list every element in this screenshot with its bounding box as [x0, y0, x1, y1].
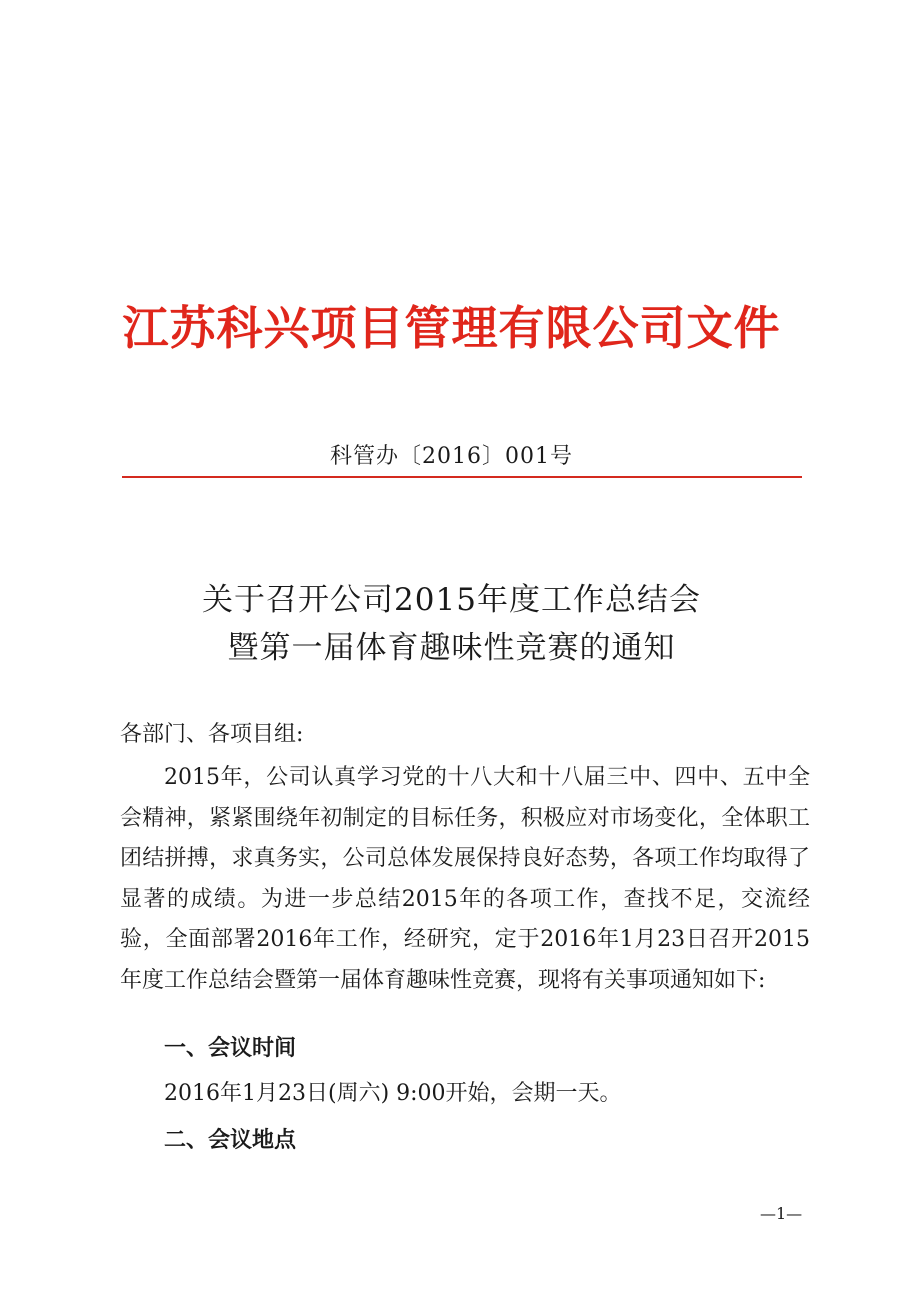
notice-title-line-2: 暨第一届体育趣味性竞赛的通知 [227, 630, 676, 666]
page-number: —1— [760, 1204, 803, 1223]
notice-title-line-1: 关于召开公司2015年度工作总结会 [202, 582, 701, 618]
body-paragraph: 2015年，公司认真学习党的十八大和十八届三中、四中、五中全会精神，紧紧围绕年初制定的目标任务，积极应对市场变化，全体职工团结拼搏，求真务实，公司总体发展保持良好态势，各项工作均取得了显著的成绩。为进一步总结2015年的各项工作，查找不足，交流经验，全面部署2016年工作，经研究，定于2016年1月23日召开2015年度工作总结会暨第一届体育趣味性竞赛，现将有关事项通知如下: [120, 765, 810, 993]
org-header-title: 江苏科兴项目管理有限公司文件 [122, 301, 781, 355]
red-divider-line [122, 476, 802, 478]
meeting-time-text: 2016年1月23日(周六) 9:00开始，会期一天。 [164, 1081, 622, 1106]
section-heading-meeting-location: 二、会议地点 [164, 1128, 297, 1153]
salutation: 各部门、各项目组: [120, 722, 304, 747]
document-number: 科管办〔2016〕001号 [330, 444, 573, 469]
section-heading-meeting-time: 一、会议时间 [164, 1036, 297, 1061]
